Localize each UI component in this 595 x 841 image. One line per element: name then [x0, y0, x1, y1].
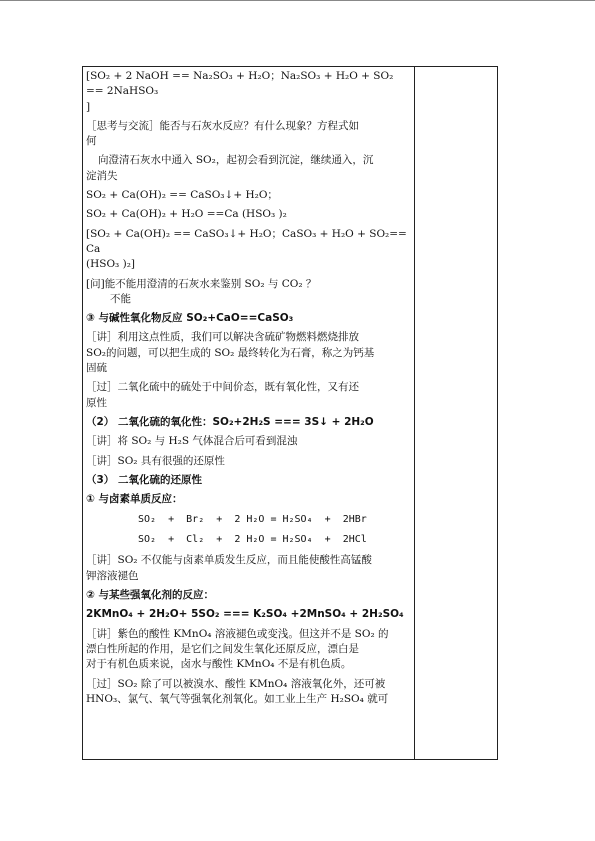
text-line: ［讲］利用这点性质，我们可以解决含硫矿物燃料燃烧排放: [86, 331, 359, 344]
text-line: ［讲］SO₂ 具有很强的还原性: [86, 454, 225, 467]
section-heading: ① 与卤素单质反应：: [86, 493, 183, 506]
text-line: [SO₂ + 2 NaOH == Na₂SO₃ + H₂O；Na₂SO₃ + H₂O + SO₂ == 2NaHSO₃: [86, 70, 394, 98]
text-line: 何: [86, 135, 97, 148]
equation-line: [SO₂ + Ca(OH)₂ == CaSO₃↓+ H₂O；CaSO₃ + H₂O + SO₂== Ca: [86, 227, 407, 255]
question-line: [问]能不能用澄清的石灰水来鉴别 SO₂ 与 CO₂ ？: [86, 277, 317, 290]
text-line: 原性: [86, 396, 107, 409]
page-top-rule: [0, 0, 595, 1]
text-line: 对于有机色质来说，卤水与酸性 KMnO₄ 不是有机色质。: [86, 658, 352, 671]
equation-line: 2KMnO₄ + 2H₂O+ 5SO₂ === K₂SO₄ +2MnSO₄ + 2H₂SO₄: [86, 608, 404, 621]
equation-line: SO₂ + Br₂ + 2 H₂O = H₂SO₄ + 2HBr: [138, 514, 367, 526]
equation-line: SO₂ + Cl₂ + 2 H₂O = H₂SO₄ + 2HCl: [138, 534, 367, 546]
lesson-content: [86, 69, 412, 707]
equation-line: (HSO₃ )₂]: [86, 258, 136, 271]
text-line: 向澄清石灰水中通入 SO₂，起初会看到沉淀，继续通入，沉: [98, 154, 374, 167]
text-line: 漂白性所起的作用，是它们之间发生氧化还原反应，漂白是: [86, 642, 359, 655]
section-heading: ② 与某些强氧化剂的反应：: [86, 589, 215, 602]
text-line: ［过］二氧化硫中的硫处于中间价态，既有氧化性，又有还: [86, 381, 359, 394]
text-line: ]: [86, 100, 91, 113]
section-heading: （2） 二氧化硫的氧化性：SO₂+2H₂S === 3S↓ + 2H₂O: [86, 415, 374, 428]
text-line: ［思考与交流］能否与石灰水反应？有什么现象？方程式如: [86, 119, 359, 132]
text-line: ［讲］SO₂ 不仅能与卤素单质发生反应，而且能使酸性高锰酸: [86, 554, 372, 567]
text-line: SO₂的问题，可以把生成的 SO₂ 最终转化为石膏，称之为钙基: [86, 346, 375, 359]
text-line: ［讲］将 SO₂ 与 H₂S 气体混合后可看到混浊: [86, 435, 298, 448]
section-heading: （3） 二氧化硫的还原性: [86, 473, 202, 486]
answer-line: 不能: [110, 292, 131, 305]
equation-line: SO₂ + Ca(OH)₂ + H₂O ==Ca (HSO₃ )₂: [86, 208, 287, 221]
text-line: ［过］SO₂ 除了可以被溴水、酸性 KMnO₄ 溶液氧化外，还可被: [86, 677, 386, 690]
table-column-divider: [414, 66, 415, 760]
text-line: ［讲］紫色的酸性 KMnO₄ 溶液褪色或变浅。但这并不是 SO₂ 的: [86, 627, 389, 640]
equation-line: SO₂ + Ca(OH)₂ == CaSO₃↓+ H₂O；: [86, 189, 278, 202]
text-line: 淀消失: [86, 169, 118, 182]
text-line: 固硫: [86, 362, 107, 375]
section-heading: ③ 与碱性氧化物反应 SO₂+CaO==CaSO₃: [86, 312, 294, 325]
text-line: HNO₃、氯气、氧气等强氧化剂氧化。如工业上生产 H₂SO₄ 就可: [86, 692, 389, 705]
text-line: 钾溶液褪色: [86, 569, 139, 582]
